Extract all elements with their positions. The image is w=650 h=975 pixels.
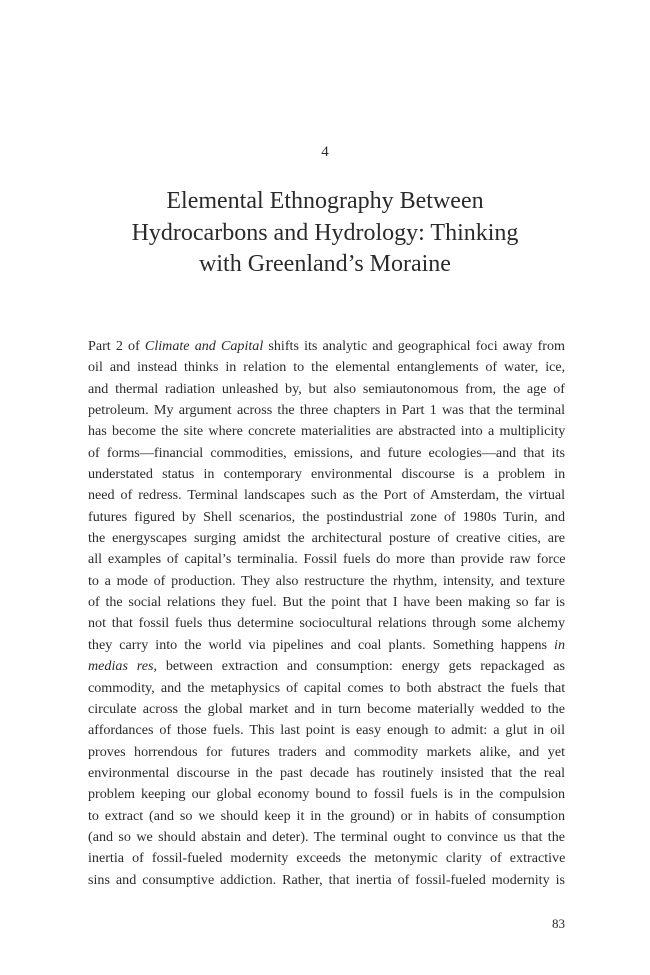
text-line (88, 720, 565, 741)
text-line (88, 443, 565, 464)
text-run: not that fossil fuels thus determine sociocultural relations through some alchemy (88, 615, 565, 632)
italic-title-run: medias res, (88, 658, 158, 675)
text-run: futures figured by Shell scenarios, the postindustrial zone of 1980s Turin, and (88, 508, 566, 525)
text-run: oil and instead thinks in relation to the elemental entanglements of water, ice, (88, 359, 566, 376)
text-line (88, 742, 565, 763)
chapter-number: 4 (321, 144, 329, 160)
text-run: shifts its analytic and geographical foci away from (263, 338, 566, 354)
text-line (88, 421, 565, 442)
text-line (88, 571, 565, 592)
text-line (88, 635, 565, 656)
text-line (88, 379, 565, 400)
text-line (88, 699, 565, 720)
text-run: between extraction and consumption: energy gets repackaged as (157, 658, 565, 675)
text-line (88, 592, 565, 613)
text-run: circulate across the global market and in turn become materially wedded to the (88, 700, 565, 717)
italic-title-run: Climate and Capital (144, 338, 264, 354)
text-line (88, 848, 565, 869)
text-line (88, 806, 565, 827)
text-run: problem keeping our global economy bound to fossil fuels is in the compulsion (88, 786, 566, 803)
text-run: of the social relations they fuel. But the point that I have been making so far is (88, 594, 565, 611)
text-run: of forms—financial commodities, emissions, and future ecologies—and that its (88, 444, 565, 461)
text-run: Part 2 of (88, 338, 145, 354)
text-run: to extract (and so we should keep it in the ground) or in habits of consumption (88, 807, 565, 824)
text-line (88, 763, 565, 784)
text-run: inertia of fossil-fueled modernity exceeds the metonymic clarity of extractive (88, 850, 566, 867)
text-line (88, 784, 565, 805)
text-line (88, 357, 565, 378)
chapter-title-line: Hydrocarbons and Hydrology: Thinking (131, 219, 519, 246)
chapter-title-line: with Greenland’s Moraine (199, 251, 451, 277)
chapter-title-line: Elemental Ethnography Between (166, 188, 484, 214)
text-run: proves horrendous for futures traders and commodity markets alike, and yet (88, 743, 565, 760)
text-run: (and so we should abstain and deter). The terminal ought to convince us that the (88, 828, 566, 845)
text-line (88, 336, 565, 357)
text-run: understated status in contemporary environmental discourse is a problem in (88, 466, 566, 483)
text-line (88, 870, 565, 891)
chapter-title (75, 186, 575, 281)
text-run: to a mode of production. They also restructure the rhythm, intensity, and texture (88, 572, 565, 589)
text-line (88, 507, 565, 528)
text-run: the energyscapes surging amidst the architectural posture of creative cities, are (88, 530, 565, 547)
text-run: has become the site where concrete materialities are abstracted into a multiplicity (88, 423, 566, 440)
text-run: all examples of capital’s terminalia. Fossil fuels do more than provide raw force (88, 551, 566, 568)
text-line (88, 656, 565, 677)
text-run: commodity, and the metaphysics of capital comes to both abstract the fuels that (88, 679, 566, 696)
text-line (88, 485, 565, 506)
text-line (88, 400, 565, 421)
text-run: sins and consumptive addiction. Rather, that inertia of fossil-fueled modernity is (88, 871, 565, 888)
text-line (88, 464, 565, 485)
page-number: 83 (552, 916, 565, 931)
body-paragraph (88, 336, 565, 891)
text-run: affordances of those fuels. This last point is easy enough to admit: a glut in oil (88, 722, 566, 739)
text-run: they carry into the world via pipelines and coal plants. Something happens (88, 636, 555, 653)
text-run: petroleum. My argument across the three chapters in Part 1 was that the terminal (88, 402, 565, 419)
italic-title-run: in (554, 636, 565, 653)
text-line (88, 678, 565, 699)
text-run: need of redress. Terminal landscapes such as the Port of Amsterdam, the virtual (88, 487, 566, 504)
text-line (88, 528, 565, 549)
text-run: environmental discourse in the past decade has routinely insisted that the real (88, 764, 565, 781)
text-line (88, 613, 565, 634)
text-line (88, 549, 565, 570)
text-run: and thermal radiation unleashed by, but also semiautonomous from, the age of (88, 380, 565, 397)
text-line (88, 827, 565, 848)
